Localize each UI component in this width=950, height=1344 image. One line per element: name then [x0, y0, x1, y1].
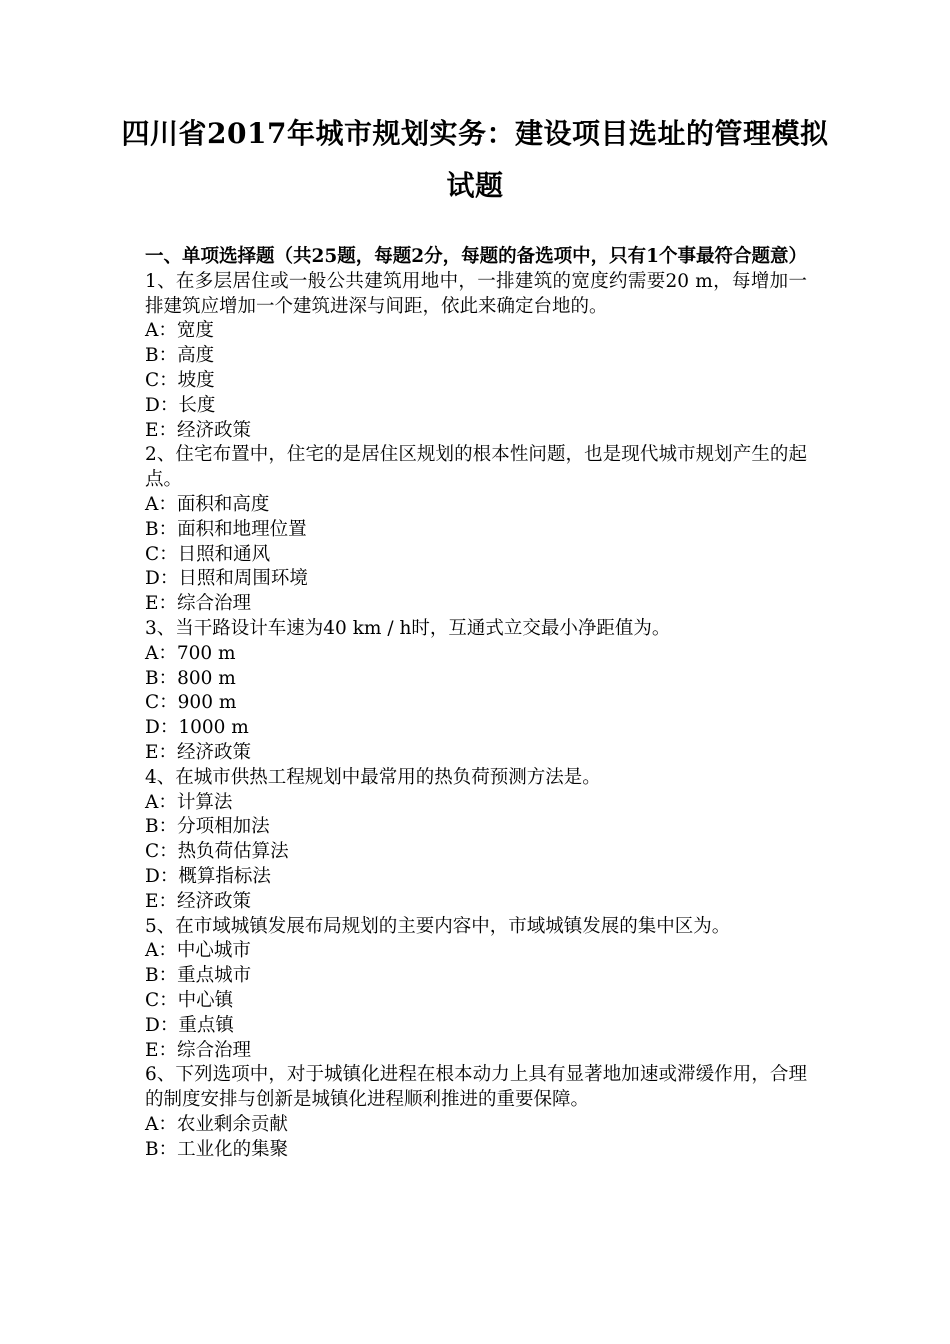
question-stem: 3、当干路设计车速为40 km / h时，互通式立交最小净距值为。	[145, 617, 671, 639]
option-e: E：经济政策	[145, 419, 252, 441]
option-e: E：综合治理	[145, 593, 252, 615]
option-b: B：高度	[145, 345, 215, 367]
section-heading: 一、单项选择题（共25题，每题2分，每题的备选项中，只有1个事最符合题意）	[145, 246, 807, 267]
option-d: D：1000 m	[145, 717, 249, 739]
option-d: D：日照和周围环境	[145, 568, 308, 590]
question-4	[145, 766, 807, 915]
option-a: A：计算法	[145, 791, 233, 813]
question-stem: 2、住宅布置中，住宅的是居住区规划的根本性问题，也是现代城市规划产生的起点。	[145, 444, 807, 491]
question-1	[145, 270, 807, 444]
option-b: B：分项相加法	[145, 816, 270, 838]
question-5	[145, 915, 807, 1064]
question-3	[145, 617, 807, 766]
option-a: A：面积和高度	[145, 493, 270, 515]
option-d: D：概算指标法	[145, 865, 271, 887]
option-e: E：经济政策	[145, 890, 252, 912]
question-stem: 5、在市域城镇发展布局规划的主要内容中，市域城镇发展的集中区为。	[145, 915, 731, 937]
option-e: E：经济政策	[145, 741, 252, 763]
option-b: B：重点城市	[145, 965, 252, 987]
option-e: E：综合治理	[145, 1039, 252, 1061]
question-stem: 6、下列选项中，对于城镇化进程在根本动力上具有显著地加速或滞缓作用，合理的制度安排与创新是城镇化进程顺利推进的重要保障。	[145, 1064, 807, 1111]
option-c: C：坡度	[145, 369, 215, 391]
option-a: A：700 m	[145, 642, 236, 664]
option-b: B：800 m	[145, 667, 236, 689]
option-c: C：中心镇	[145, 989, 234, 1011]
question-2	[145, 443, 807, 617]
option-a: A：中心城市	[145, 940, 251, 962]
document-title: 四川省2017年城市规划实务：建设项目选址的管理模拟试题	[121, 117, 829, 202]
option-b: B：面积和地理位置	[145, 518, 307, 540]
question-stem: 1、在多层居住或一般公共建筑用地中，一排建筑的宽度约需要20 m，每增加一排建筑应增加一个建筑进深与间距，依此来确定台地的。	[145, 270, 807, 317]
option-a: A：农业剩余贡献	[145, 1113, 288, 1135]
question-stem: 4、在城市供热工程规划中最常用的热负荷预测方法是。	[145, 766, 601, 788]
option-a: A：宽度	[145, 320, 214, 342]
option-d: D：重点镇	[145, 1014, 234, 1036]
option-c: C：热负荷估算法	[145, 841, 289, 863]
document-body	[145, 245, 807, 1162]
option-c: C：900 m	[145, 692, 237, 714]
option-d: D：长度	[145, 394, 216, 416]
option-b: B：工业化的集聚	[145, 1138, 289, 1160]
option-c: C：日照和通风	[145, 543, 271, 565]
question-6	[145, 1063, 807, 1162]
